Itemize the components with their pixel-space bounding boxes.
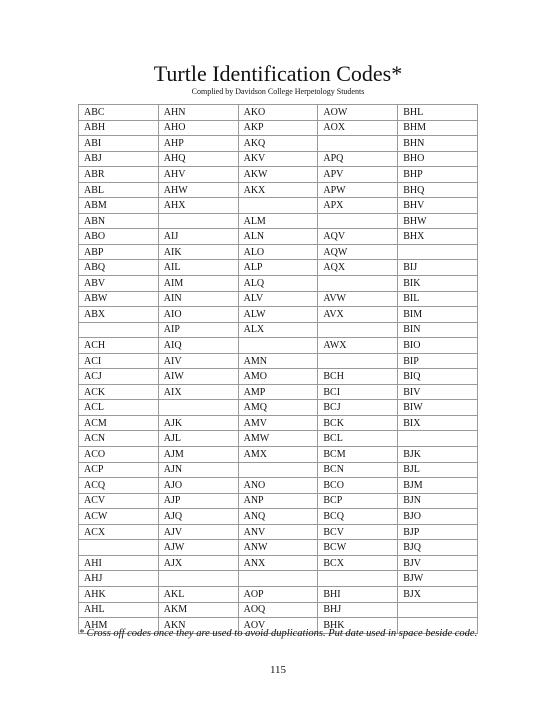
table-cell: AHX [158,198,238,214]
table-cell: BJM [398,478,478,494]
table-cell: ALV [238,291,318,307]
table-row [79,353,478,369]
table-row [79,415,478,431]
table-cell: ABX [79,307,159,323]
table-cell: ACJ [79,369,159,385]
table-cell: AMO [238,369,318,385]
table-row [79,338,478,354]
table-cell: AIJ [158,229,238,245]
table-row [79,182,478,198]
table-cell [238,571,318,587]
table-row [79,151,478,167]
table-row [79,105,478,121]
table-cell [79,540,159,556]
table-cell: AHJ [79,571,159,587]
table-cell: AOV [238,618,318,634]
table-cell: BHI [318,586,398,602]
table-row [79,555,478,571]
table-cell: AQV [318,229,398,245]
table-row [79,198,478,214]
codes-table-body [79,105,478,634]
table-cell: BCP [318,493,398,509]
table-cell [158,571,238,587]
table-cell: AKW [238,167,318,183]
table-cell: ACK [79,384,159,400]
table-cell: ANW [238,540,318,556]
table-cell: AQX [318,260,398,276]
table-cell: AOQ [238,602,318,618]
table-cell: BHM [398,120,478,136]
table-cell: AJL [158,431,238,447]
table-row [79,369,478,385]
table-cell: AKV [238,151,318,167]
table-cell: AHQ [158,151,238,167]
table-cell: AIV [158,353,238,369]
table-row [79,602,478,618]
table-cell: BCJ [318,400,398,416]
table-cell: AIM [158,276,238,292]
table-cell: ACI [79,353,159,369]
table-cell [398,602,478,618]
table-cell: AJM [158,447,238,463]
table-cell: BIQ [398,369,478,385]
table-row [79,322,478,338]
codes-table [78,104,478,634]
table-row [79,447,478,463]
table-cell: AVX [318,307,398,323]
table-cell: APV [318,167,398,183]
table-cell: BCX [318,555,398,571]
table-cell: AIO [158,307,238,323]
table-cell: ALN [238,229,318,245]
table-cell: ACO [79,447,159,463]
table-cell: BIV [398,384,478,400]
table-cell: AMN [238,353,318,369]
table-cell: ACX [79,524,159,540]
table-cell: AMV [238,415,318,431]
table-cell: ALO [238,244,318,260]
table-row [79,462,478,478]
table-cell: ALP [238,260,318,276]
table-cell: AJO [158,478,238,494]
table-cell: APW [318,182,398,198]
table-cell: ABQ [79,260,159,276]
table-cell: BCW [318,540,398,556]
table-cell: ANX [238,555,318,571]
table-cell: BIO [398,338,478,354]
table-cell: BJP [398,524,478,540]
table-cell [238,462,318,478]
table-cell: AMX [238,447,318,463]
table-cell [318,276,398,292]
table-cell: AQW [318,244,398,260]
table-cell: ALQ [238,276,318,292]
table-cell: APX [318,198,398,214]
table-cell: ABR [79,167,159,183]
table-cell [238,198,318,214]
table-cell: ACN [79,431,159,447]
table-row [79,307,478,323]
table-cell: ABV [79,276,159,292]
table-cell: BCQ [318,509,398,525]
table-cell [238,338,318,354]
table-row [79,244,478,260]
table-row [79,524,478,540]
table-cell: ABW [79,291,159,307]
table-cell: ABI [79,136,159,152]
table-cell: BIX [398,415,478,431]
table-cell: ANQ [238,509,318,525]
table-cell: AMQ [238,400,318,416]
table-cell [158,213,238,229]
table-row [79,586,478,602]
table-cell: ABN [79,213,159,229]
table-cell: AJP [158,493,238,509]
table-cell: AOP [238,586,318,602]
table-cell [398,431,478,447]
table-cell: ANV [238,524,318,540]
table-cell: BCH [318,369,398,385]
table-cell: AJN [158,462,238,478]
table-cell: ABP [79,244,159,260]
table-cell: AKQ [238,136,318,152]
table-row [79,540,478,556]
table-cell: AHK [79,586,159,602]
table-cell: AIN [158,291,238,307]
table-row [79,213,478,229]
table-cell: AIW [158,369,238,385]
table-cell: BHL [398,105,478,121]
table-row [79,384,478,400]
table-cell: ABJ [79,151,159,167]
table-cell: BHP [398,167,478,183]
table-cell: BHK [318,618,398,634]
table-row [79,120,478,136]
table-row [79,229,478,245]
table-cell: ANP [238,493,318,509]
table-row [79,400,478,416]
page-subtitle: Complied by Davidson College Herpetology Students [191,87,365,96]
table-row [79,276,478,292]
table-cell: AOW [318,105,398,121]
table-cell: BHX [398,229,478,245]
table-cell: AJV [158,524,238,540]
table-cell: AKP [238,120,318,136]
table-cell: AHI [79,555,159,571]
table-row [79,509,478,525]
table-cell: AJK [158,415,238,431]
table-cell: ABC [79,105,159,121]
table-row [79,493,478,509]
table-cell: AWX [318,338,398,354]
footnote: * Cross off codes once they are used to avoid duplications. Put date used in space beside code. [78,628,478,639]
table-cell: ACQ [79,478,159,494]
table-cell: ACW [79,509,159,525]
table-cell [398,244,478,260]
table-cell: BCV [318,524,398,540]
table-cell: BIK [398,276,478,292]
table-row [79,291,478,307]
table-cell [318,571,398,587]
table-row [79,571,478,587]
table-cell: BHQ [398,182,478,198]
table-cell: BIM [398,307,478,323]
table-cell: BJN [398,493,478,509]
table-cell: BCK [318,415,398,431]
table-cell: BCL [318,431,398,447]
table-cell: ACV [79,493,159,509]
table-cell: ALM [238,213,318,229]
table-cell: AIP [158,322,238,338]
page-title: Turtle Identification Codes* [153,61,403,86]
table-cell: AKN [158,618,238,634]
table-cell: AJW [158,540,238,556]
table-cell: BJL [398,462,478,478]
table-cell: ACL [79,400,159,416]
table-cell: AMP [238,384,318,400]
table-cell [318,353,398,369]
table-cell: BJK [398,447,478,463]
table-cell: AKO [238,105,318,121]
table-cell [79,322,159,338]
table-cell: AVW [318,291,398,307]
table-cell: BIW [398,400,478,416]
table-cell: BHV [398,198,478,214]
table-row [79,431,478,447]
table-cell: AHW [158,182,238,198]
table-cell: AIL [158,260,238,276]
table-cell: BIN [398,322,478,338]
table-cell [158,400,238,416]
table-cell: BJV [398,555,478,571]
table-cell: BHO [398,151,478,167]
table-cell [318,136,398,152]
table-row [79,260,478,276]
table-cell: ABH [79,120,159,136]
table-cell: AJQ [158,509,238,525]
table-cell: BCI [318,384,398,400]
table-cell: AHO [158,120,238,136]
table-cell: AOX [318,120,398,136]
table-cell: BCM [318,447,398,463]
table-cell: BJO [398,509,478,525]
table-cell: BHJ [318,602,398,618]
table-cell: ACH [79,338,159,354]
table-cell: BIL [398,291,478,307]
table-cell: AHL [79,602,159,618]
table-cell: BJW [398,571,478,587]
table-cell: ABM [79,198,159,214]
table-cell: ACP [79,462,159,478]
table-cell: BHW [398,213,478,229]
table-cell: ABL [79,182,159,198]
table-cell: AKM [158,602,238,618]
table-cell: AIK [158,244,238,260]
table-row [79,478,478,494]
table-cell [318,213,398,229]
table-cell: BIJ [398,260,478,276]
table-cell: BCN [318,462,398,478]
table-cell: AIQ [158,338,238,354]
table-cell: BCO [318,478,398,494]
table-cell: ALX [238,322,318,338]
table-cell: ACM [79,415,159,431]
table-cell: AHM [79,618,159,634]
table-cell: AKX [238,182,318,198]
table-cell: AIX [158,384,238,400]
table-row [79,167,478,183]
table-row [79,136,478,152]
table-cell: APQ [318,151,398,167]
table-cell: ABO [79,229,159,245]
table-cell: AMW [238,431,318,447]
table-cell: AHV [158,167,238,183]
table-cell: BHN [398,136,478,152]
table-cell: AHN [158,105,238,121]
table-cell: ANO [238,478,318,494]
table-cell: BJX [398,586,478,602]
table-cell: BIP [398,353,478,369]
table-cell: AJX [158,555,238,571]
table-cell: AKL [158,586,238,602]
page-number: 115 [269,664,287,676]
table-cell: ALW [238,307,318,323]
table-cell [318,322,398,338]
table-cell: AHP [158,136,238,152]
table-cell: BJQ [398,540,478,556]
